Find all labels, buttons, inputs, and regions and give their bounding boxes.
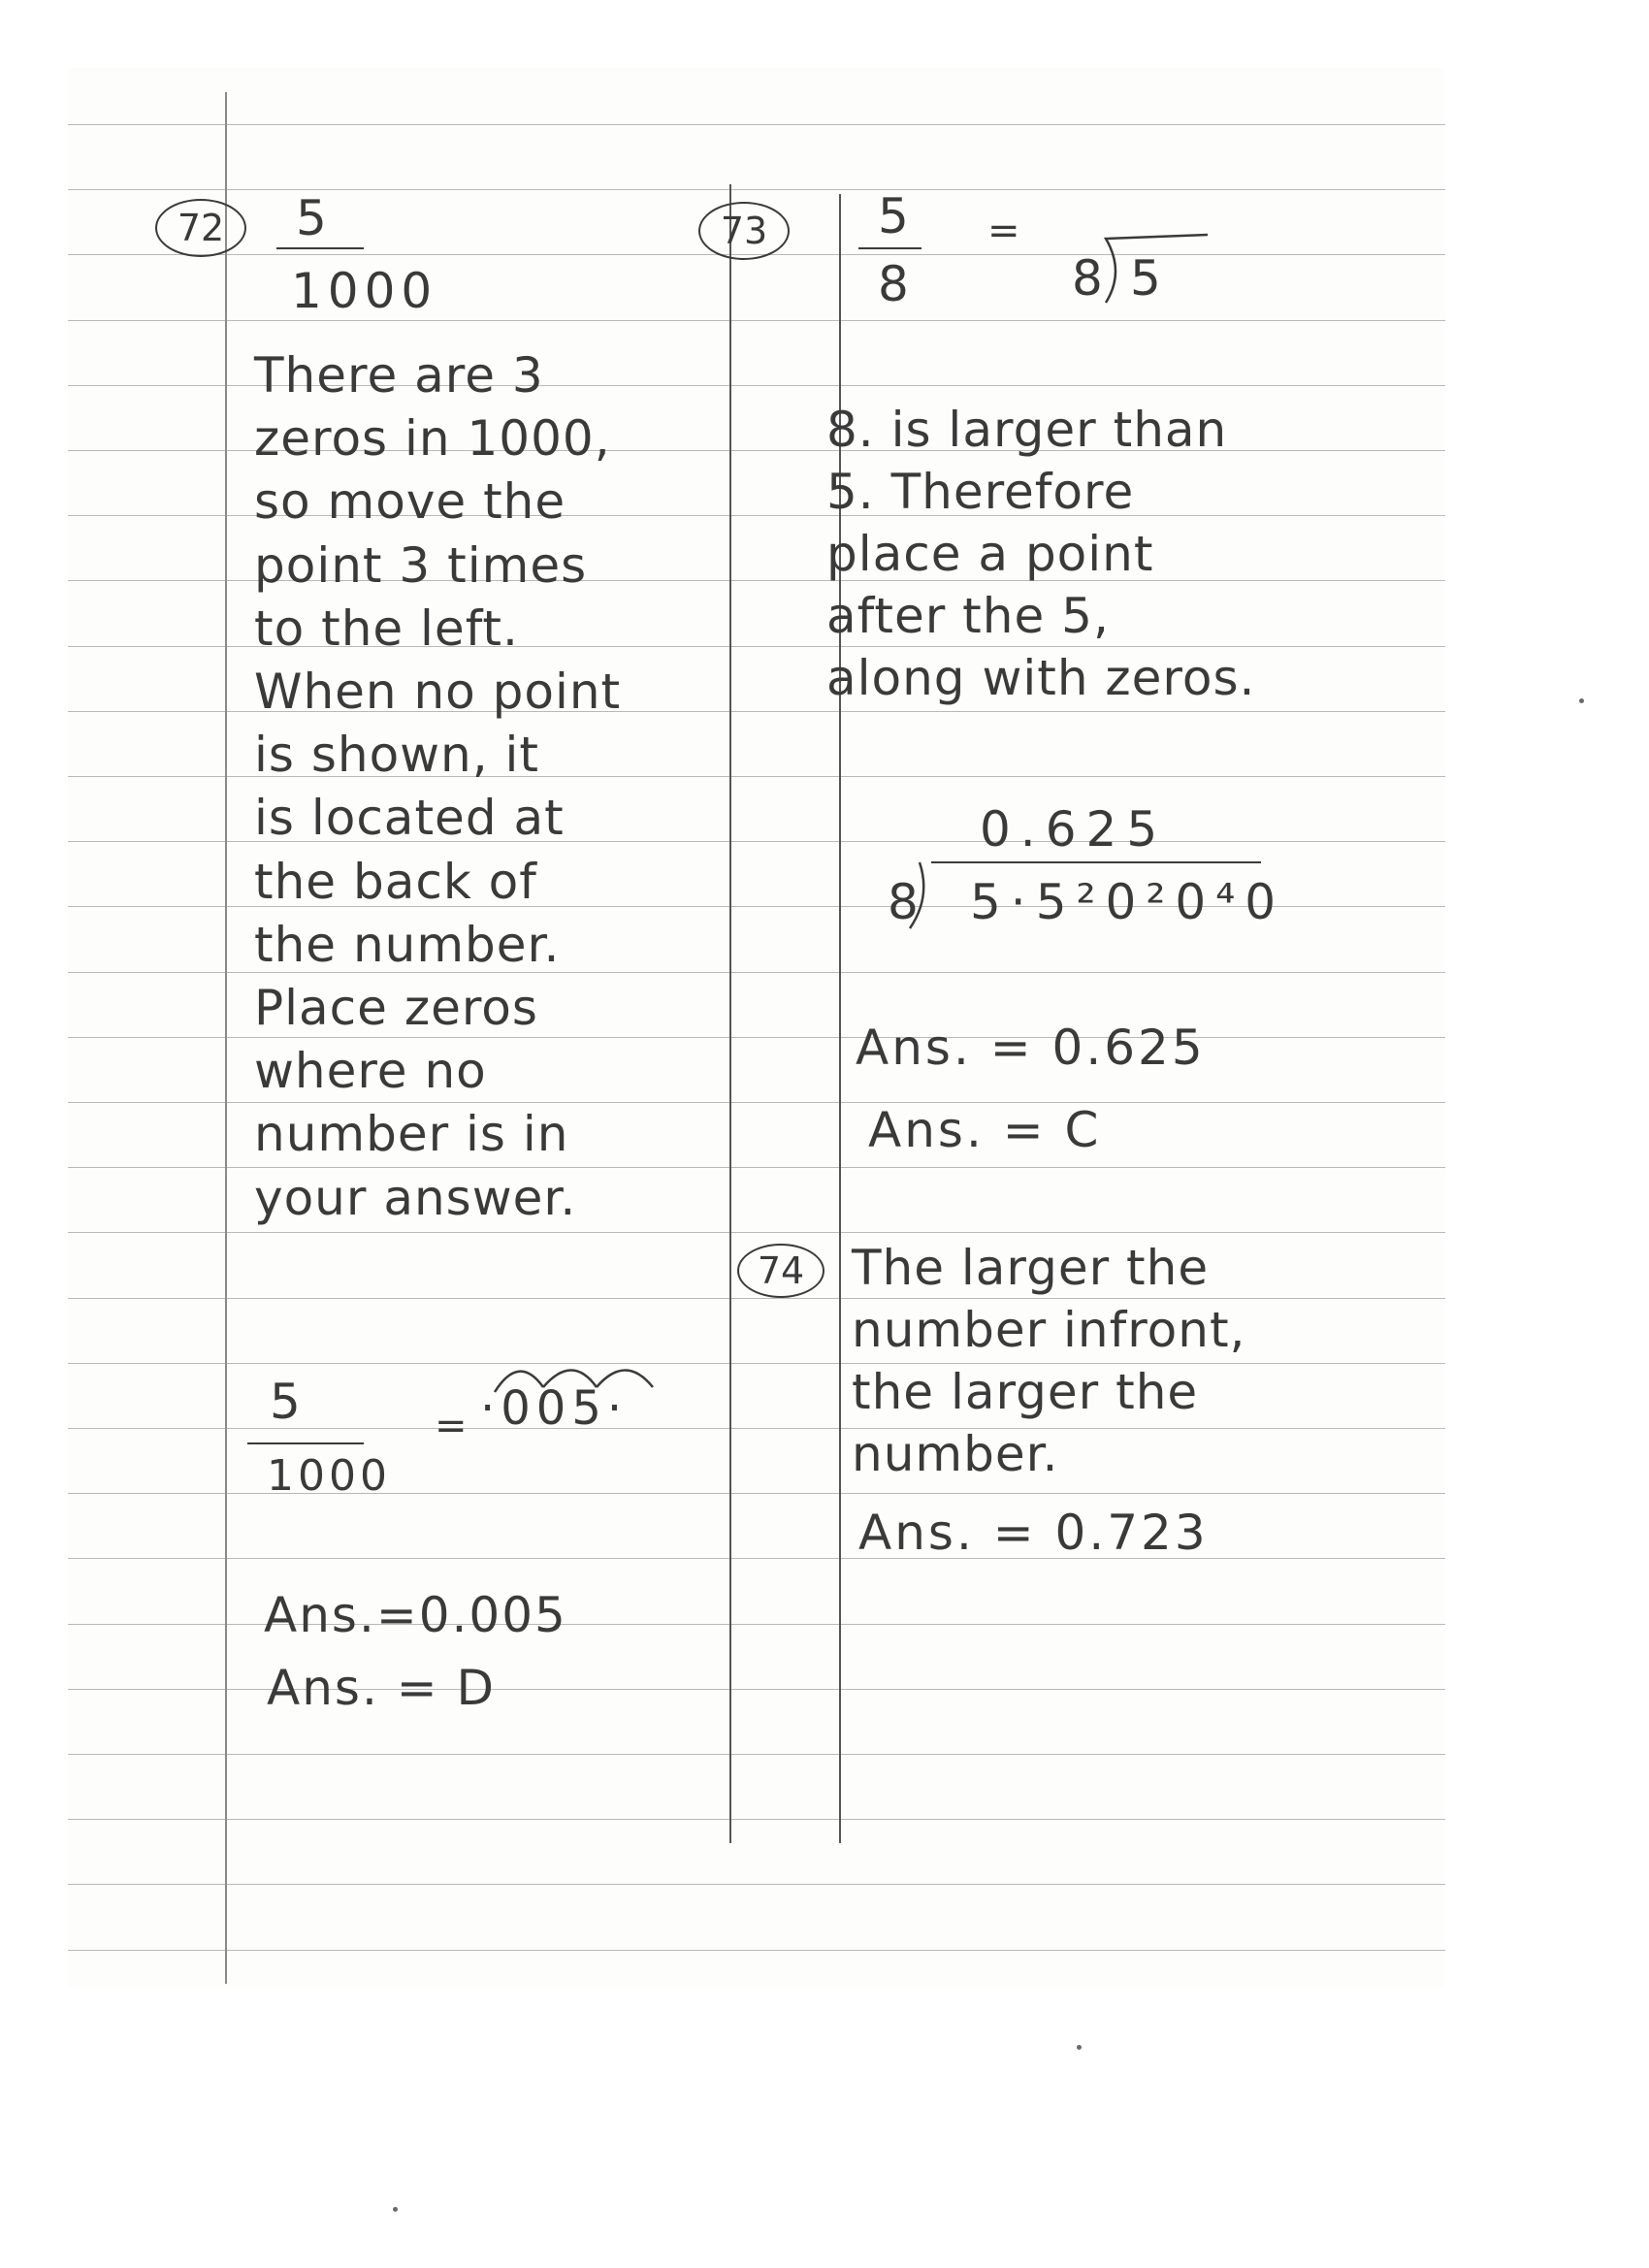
question-72-number-text: 72 [177, 207, 225, 249]
q73-explanation-line: place a point [826, 526, 1154, 582]
q73-answer-value: Ans. = 0.625 [856, 1020, 1206, 1076]
ruled-line [68, 124, 1445, 125]
q73-fraction-denominator: 8 [878, 256, 909, 312]
q73-long-dividend: 5·5²0²0⁴0 [970, 874, 1286, 930]
q73-explanation-line: 8. is larger than [826, 402, 1228, 458]
q72-answer-value: Ans.=0.005 [264, 1587, 567, 1643]
q72-explanation-line: is shown, it [254, 727, 540, 784]
q72-explanation-line: zeros in 1000, [254, 410, 611, 468]
ruled-line [68, 189, 1445, 190]
question-74-number-text: 74 [757, 1249, 805, 1292]
q72-point-move-arcs [490, 1358, 684, 1397]
q72-explanation-line: is located at [254, 790, 565, 847]
q73-long-quotient: 0.625 [980, 801, 1168, 858]
q72-explanation-line: When no point [254, 664, 622, 720]
q74-explanation-line: The larger the [852, 1240, 1210, 1296]
q73-answer-choice: Ans. = C [868, 1102, 1102, 1158]
q74-explanation-line: number infront, [852, 1302, 1246, 1358]
ruled-line [68, 1037, 1445, 1038]
q72-eq-equals: = [435, 1404, 468, 1448]
q72-eq-result: ·005· [480, 1381, 629, 1436]
q72-fraction-denominator: 1000 [291, 263, 438, 319]
q74-explanation-line: number. [852, 1426, 1059, 1482]
q72-answer-choice: Ans. = D [267, 1660, 497, 1716]
q72-explanation-line: There are 3 [254, 347, 544, 404]
left-margin-line [225, 92, 227, 1984]
q72-explanation-line: Place zeros [254, 980, 538, 1036]
scan-speck [1077, 2045, 1082, 2050]
q72-explanation-line: your answer. [254, 1169, 577, 1226]
q73-explanation-line: along with zeros. [826, 650, 1256, 706]
scan-speck [1579, 698, 1584, 703]
ruled-line [68, 1102, 1445, 1103]
ruled-line [68, 320, 1445, 321]
q73-long-division-bar [931, 861, 1261, 863]
q74-explanation-line: the larger the [852, 1364, 1199, 1420]
q72-eq-numerator: 5 [270, 1374, 301, 1430]
ruled-line [68, 1363, 1445, 1364]
ruled-line [68, 1884, 1445, 1885]
q73-dividend: 5 [1130, 250, 1161, 307]
q72-explanation-line: the number. [254, 916, 561, 973]
q72-explanation-line: where no [254, 1043, 487, 1100]
ruled-line [68, 1232, 1445, 1233]
q73-long-division-bracket [902, 859, 941, 936]
question-74-number [737, 1244, 824, 1298]
q72-fraction-bar [276, 247, 364, 249]
q73-long-divisor: 8 [888, 874, 919, 930]
q73-equals: = [987, 209, 1020, 253]
ruled-line [68, 1558, 1445, 1559]
ruled-line [68, 1298, 1445, 1299]
q72-explanation-line: number is in [254, 1106, 569, 1163]
q73-explanation-line: after the 5, [826, 588, 1110, 644]
q72-eq-denominator: 1000 [267, 1451, 391, 1501]
ruled-line [68, 1754, 1445, 1755]
q73-explanation-line: 5. Therefore [826, 464, 1135, 520]
q73-divisor: 8 [1072, 250, 1103, 307]
q72-fraction-numerator: 5 [296, 190, 327, 246]
question-73-number-text: 73 [720, 210, 768, 252]
q73-fraction-numerator: 5 [878, 188, 909, 244]
question-72-number [155, 199, 246, 257]
column-divider-left [729, 184, 731, 1843]
q73-fraction-bar [858, 247, 922, 249]
q74-answer-value: Ans. = 0.723 [858, 1505, 1209, 1561]
q72-explanation-line: point 3 times [254, 536, 588, 594]
ruled-line [68, 1167, 1445, 1168]
ruled-line [68, 1950, 1445, 1951]
q72-explanation-line: the back of [254, 853, 537, 910]
q72-explanation-line: to the left. [254, 599, 519, 657]
q72-eq-fraction-bar [247, 1442, 364, 1444]
q72-explanation-line: so move the [254, 473, 566, 531]
ruled-line [68, 1819, 1445, 1820]
scan-speck [393, 2207, 398, 2212]
question-73-number [698, 202, 790, 260]
